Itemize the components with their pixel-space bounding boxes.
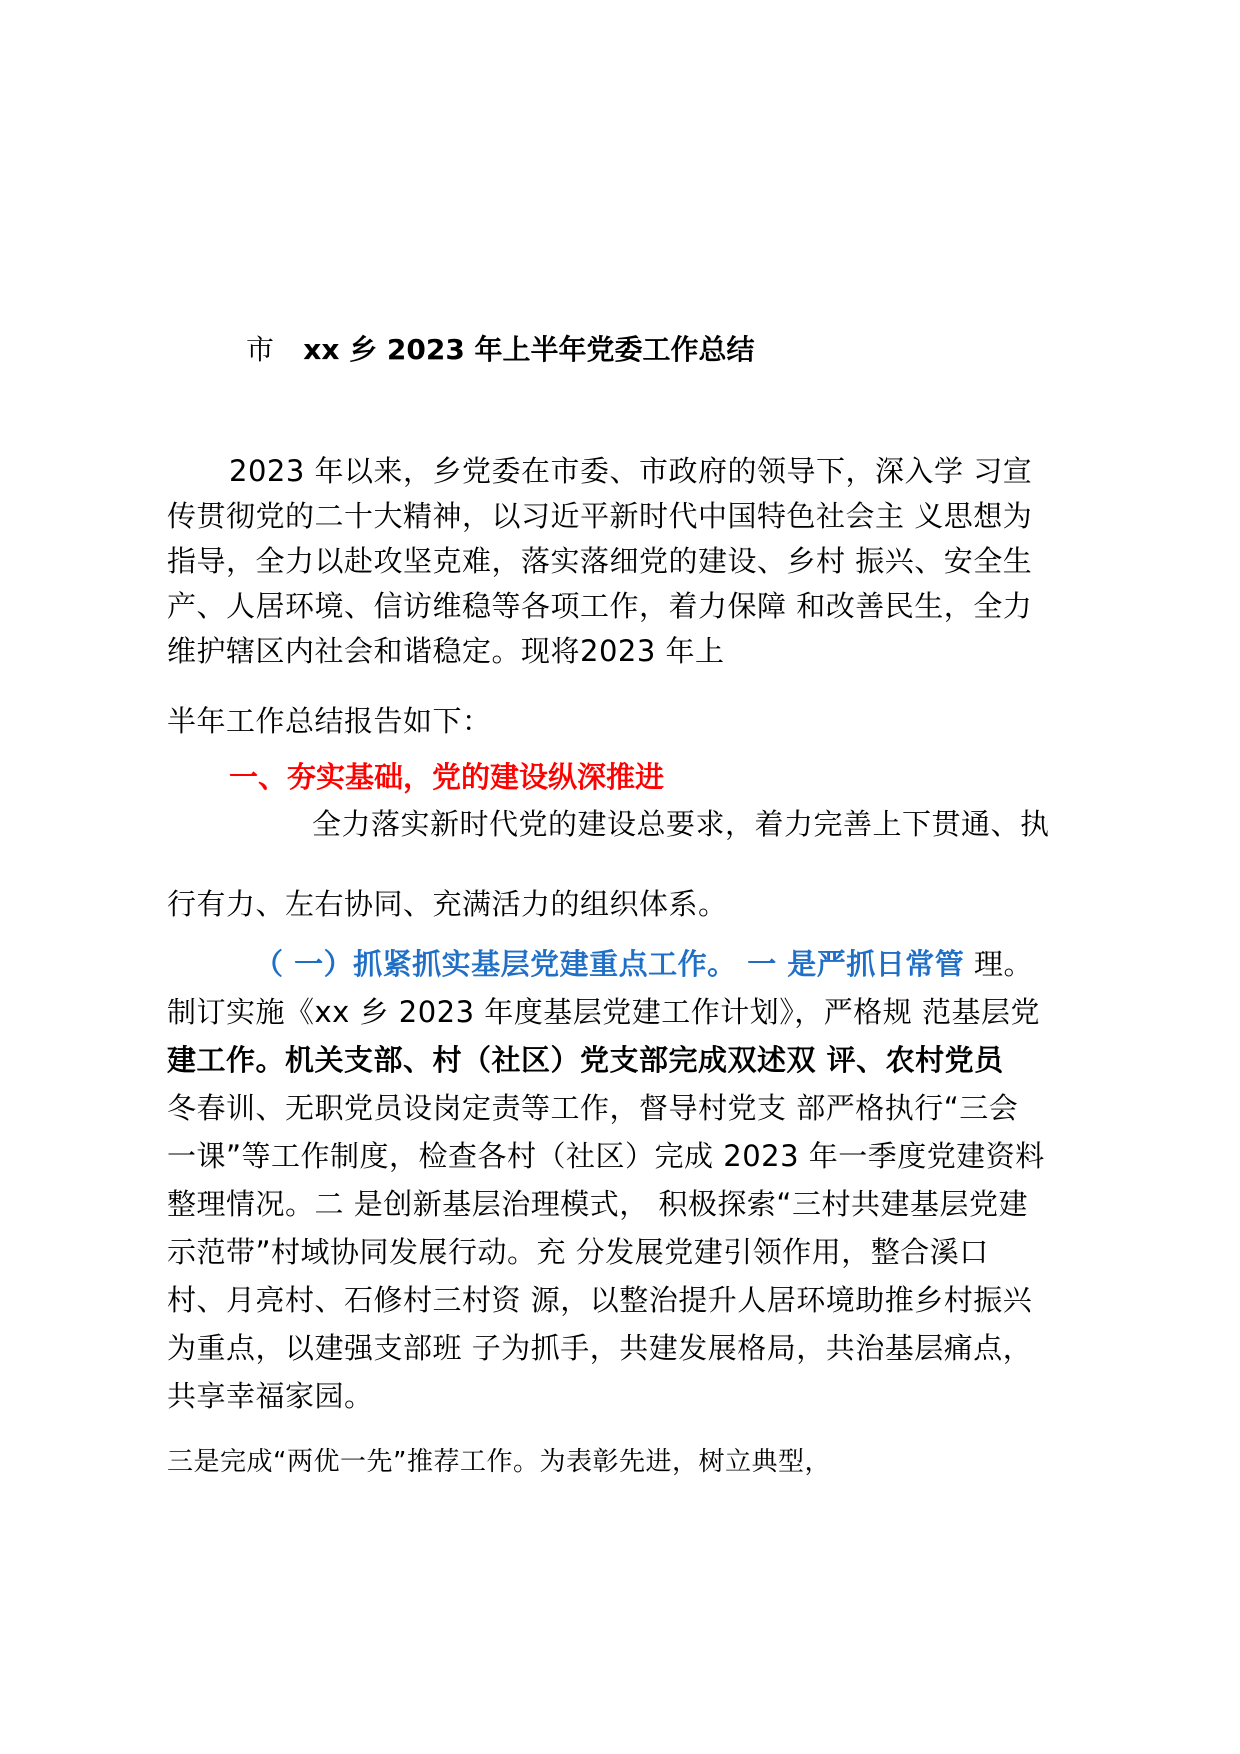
intro-line-1: 2023 年以来，乡党委在市委、市政府的领导下，深入学 习宣 (229, 454, 1033, 488)
intro-line-2: 传贯彻党的二十大精神，以习近平新时代中国特色社会主 义思想为 (167, 499, 1033, 533)
subsection-1-first-line (254, 945, 1033, 983)
subsection-1-heading-tail: 是严抓日常管 (776, 947, 965, 981)
section-1-line-1: 全力落实新时代党的建设总要求，着力完善上下贯通、执 (312, 807, 1050, 841)
title-prefix: 市 (246, 333, 275, 366)
intro-line-6: 半年工作总结报告如下： (167, 704, 492, 738)
subsection-1-line-8: 村、月亮村、石修村三村资 源，以整治提升人居环境助推乡村振兴 (167, 1283, 1033, 1317)
title-main: xx 乡 2023 年上半年党委工作总结 (303, 333, 755, 366)
subsection-1-line-4: 冬春训、无职党员设岗定责等工作，督导村党支 部严格执行“三会 (167, 1091, 1019, 1125)
intro-line-3: 指导，全力以赴攻坚克难，落实落细党的建设、乡村 振兴、安全生 (167, 544, 1033, 578)
intro-line-4: 产、人居环境、信访维稳等各项工作，着力保障 和改善民生，全力 (167, 589, 1033, 623)
intro-line-5: 维护辖区内社会和谐稳定。现将2023 年上 (167, 634, 725, 668)
subsection-1-line-7: 示范带”村域协同发展行动。充 分发展党建引领作用，整合溪口 (167, 1235, 989, 1269)
subsection-1-line-9: 为重点，以建强支部班 子为抓手，共建发展格局，共治基层痛点， (167, 1331, 1033, 1365)
document-title (246, 330, 755, 370)
subsection-1-heading: （ 一）抓紧抓实基层党建重点工作。 一 (254, 947, 777, 981)
subsection-1-line-5: 一课”等工作制度，检查各村（社区）完成 2023 年一季度党建资料 (167, 1139, 1045, 1173)
section-1-heading: 一、夯实基础，党的建设纵深推进 (229, 760, 665, 794)
subsection-1-line-11: 三是完成“两优一先”推荐工作。为表彰先进，树立典型， (167, 1447, 831, 1477)
subsection-1-line-10: 共享幸福家园。 (167, 1379, 374, 1413)
subsection-1-first-line-tail: 理。 (964, 947, 1034, 981)
subsection-1-line-6: 整理情况。二 是创新基层治理模式， 积极探索“三村共建基层党建 (167, 1187, 1028, 1221)
section-1-line-2: 行有力、左右协同、充满活力的组织体系。 (167, 887, 728, 921)
subsection-1-line-3: 建工作。机关支部、村（社区）党支部完成双述双 评、农村党员 (167, 1043, 1004, 1077)
subsection-1-line-2: 制订实施《xx 乡 2023 年度基层党建工作计划》，严格规 范基层党 (167, 995, 1041, 1029)
